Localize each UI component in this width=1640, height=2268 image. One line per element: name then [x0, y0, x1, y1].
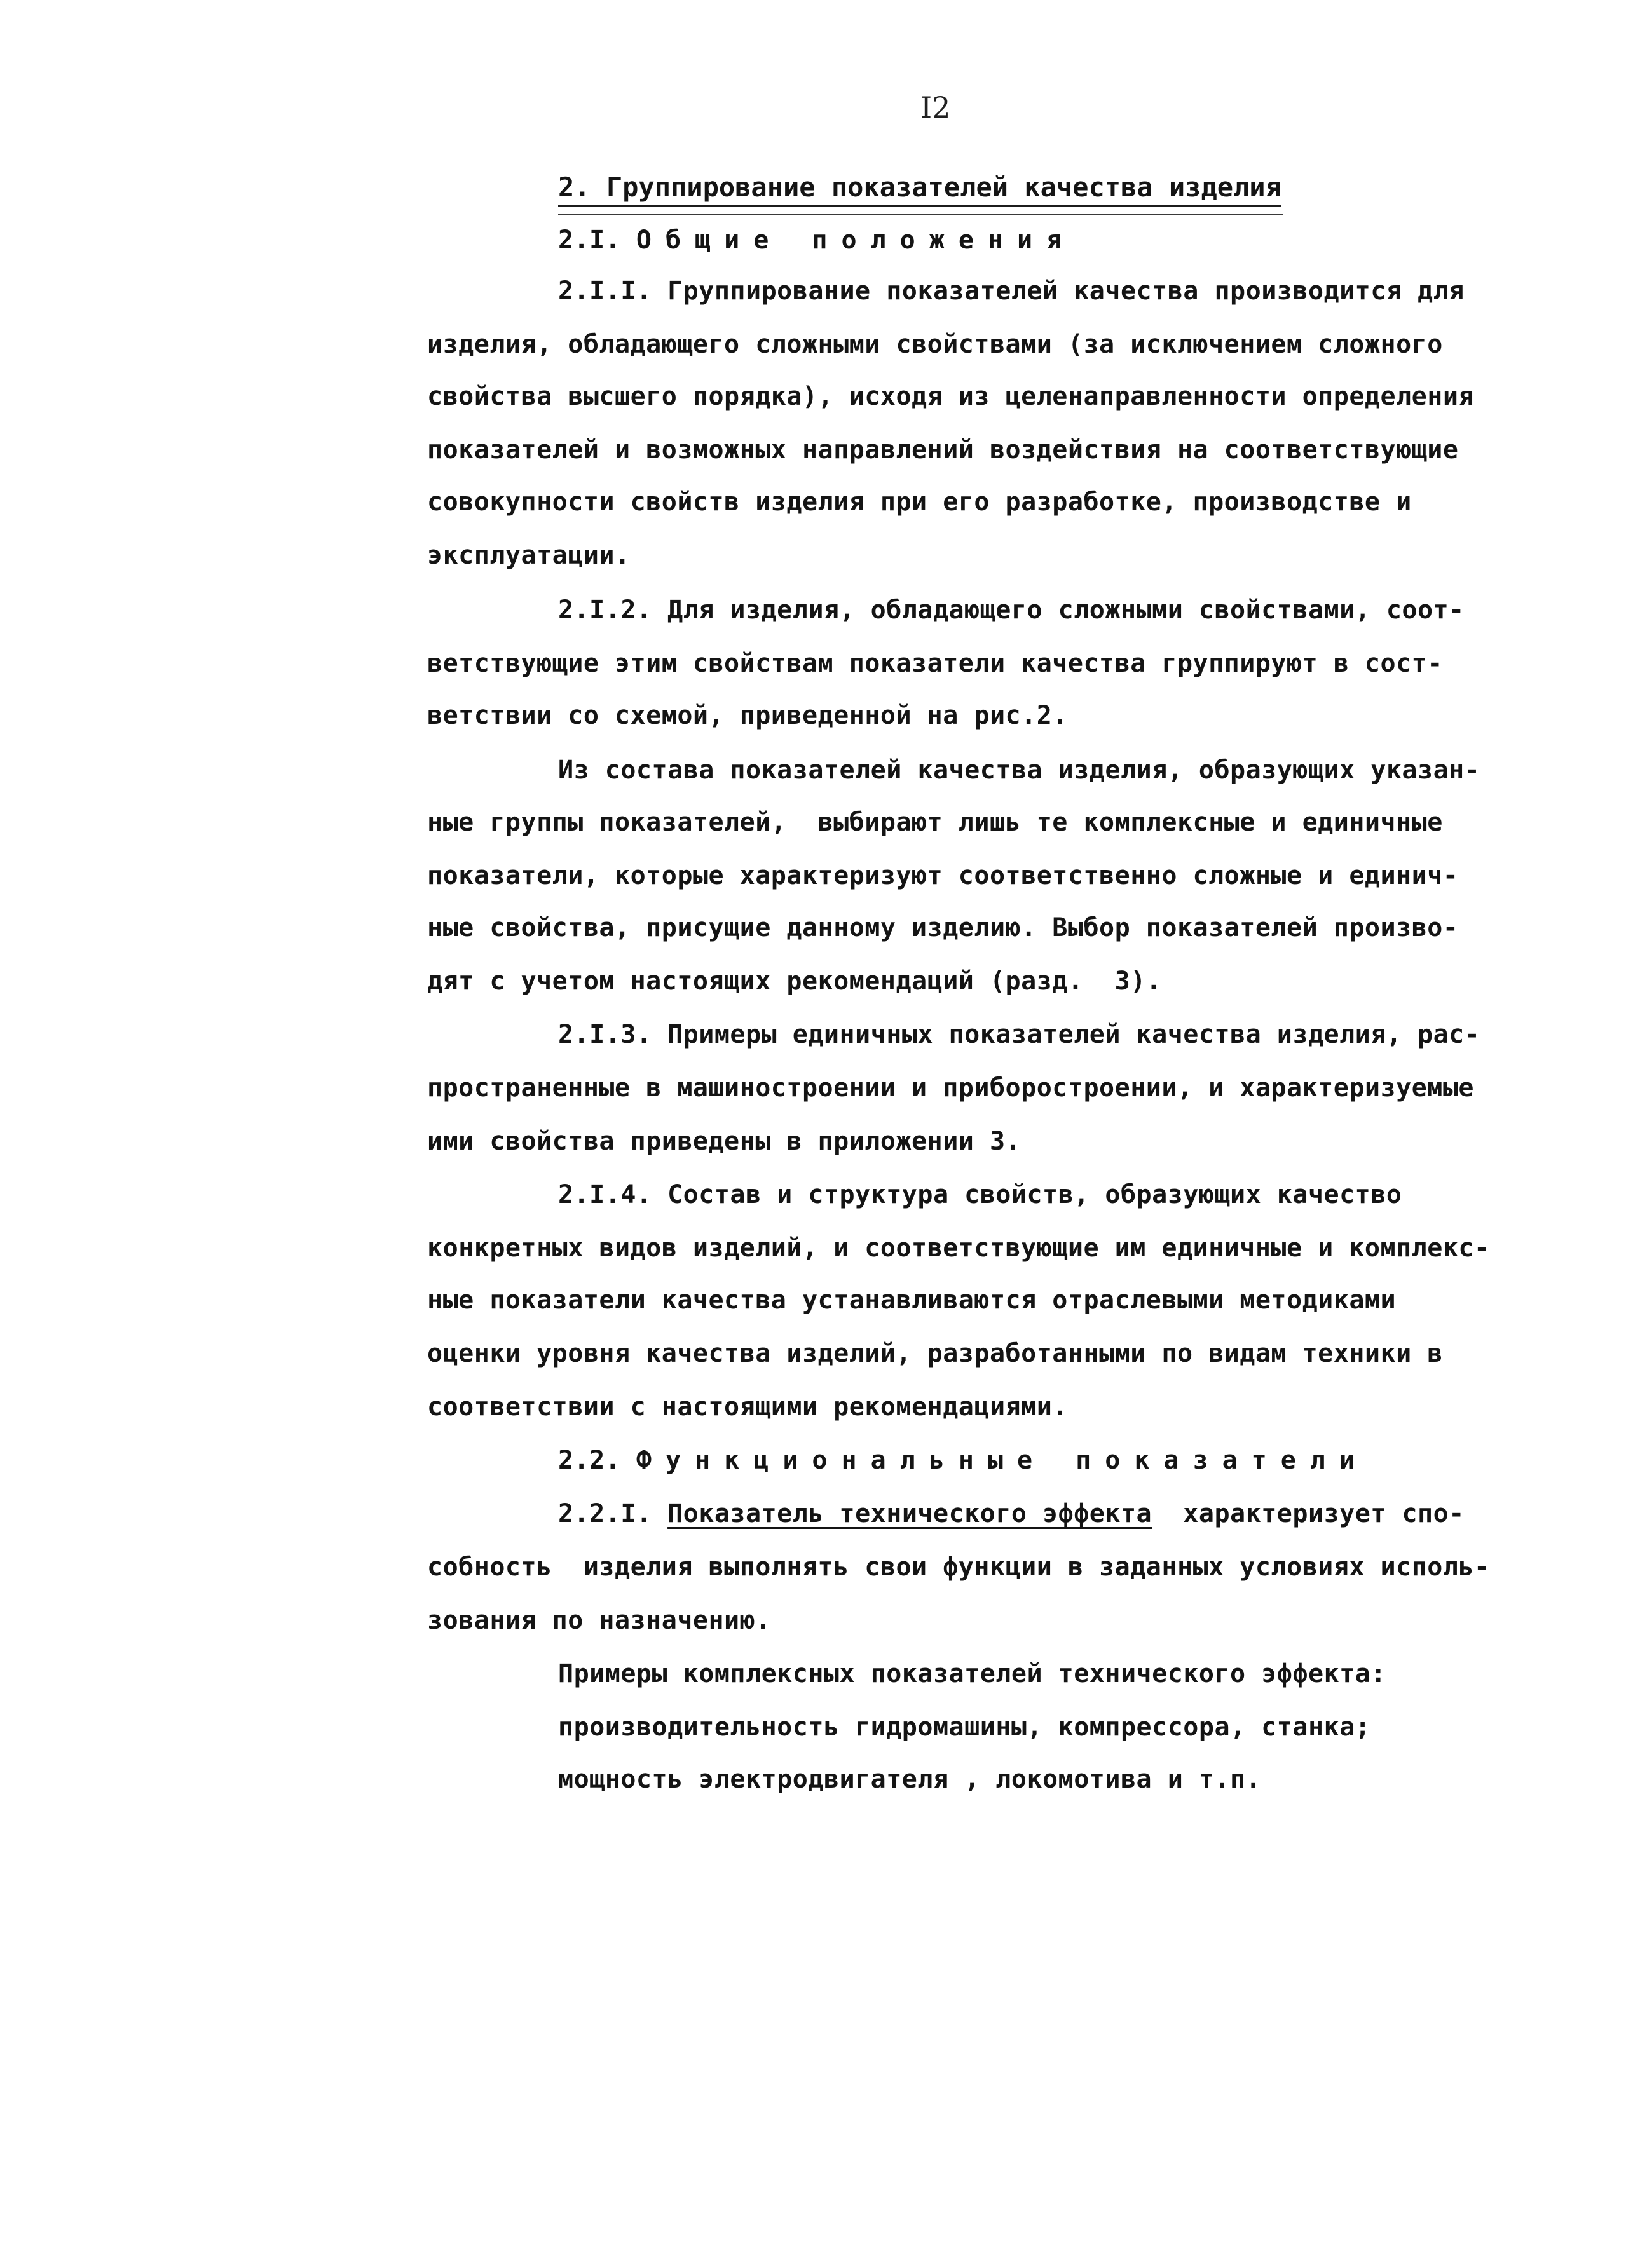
paragraph-line: ветствии со схемой, приведенной на рис.2. — [427, 701, 1068, 730]
paragraph-line: ные показатели качества устанавливаются отраслевыми методиками — [427, 1286, 1397, 1315]
paragraph-line: соответствии с настоящими рекомендациями. — [427, 1392, 1068, 1422]
paragraph-line: ные группы показателей, выбирают лишь те комплексные и единичные — [427, 808, 1443, 837]
paragraph-line: совокупности свойств изделия при его разработке, производстве и — [427, 487, 1412, 517]
paragraph-line: конкретных видов изделий, и соответствующие им единичные и комплекс- — [427, 1233, 1490, 1263]
example-line: производительность гидромашины, компрессора, станка; — [558, 1713, 1371, 1742]
paragraph-line: свойства высшего порядка), исходя из целенаправленности определения — [427, 382, 1474, 411]
clause-text: характеризует спо- — [1152, 1499, 1465, 1528]
title-double-underline — [558, 214, 1283, 215]
paragraph-line: собность изделия выполнять свои функции в заданных условиях исполь- — [427, 1552, 1490, 1582]
paragraph-line: изделия, обладающего сложными свойствами (за исключением сложного — [427, 330, 1443, 359]
paragraph-line: Из состава показателей качества изделия, образующих указан- — [558, 756, 1480, 785]
paragraph-line: эксплуатации. — [427, 541, 631, 570]
paragraph-line: показателей и возможных направлений воздействия на соответствующие — [427, 435, 1459, 465]
paragraph-line: ими свойства приведены в приложении 3. — [427, 1127, 1022, 1156]
example-line: Примеры комплексных показателей технического эффекта: — [558, 1659, 1386, 1688]
paragraph-line: оценки уровня качества изделий, разработанными по видам техники в — [427, 1339, 1443, 1368]
subsection-title: Функциональные показатели — [636, 1446, 1369, 1475]
subsection-title: Общие положения — [636, 226, 1076, 255]
page-number: I2 — [920, 90, 951, 125]
subsection-number: 2.I. — [558, 226, 621, 255]
paragraph-line: 2.I.I. Группирование показателей качества производится для — [558, 276, 1465, 306]
underlined-term: Показатель технического эффекта — [667, 1499, 1152, 1528]
paragraph-line — [558, 1496, 1465, 1531]
section-title: 2. Группирование показателей качества изделия — [558, 172, 1281, 207]
paragraph-line: 2.I.4. Состав и структура свойств, образующих качество — [558, 1180, 1402, 1209]
subsection-number: 2.2. — [558, 1446, 621, 1475]
paragraph-line: пространенные в машиностроении и приборостроении, и характеризуемые — [427, 1073, 1474, 1103]
paragraph-line: 2.I.2. Для изделия, обладающего сложными свойствами, соот- — [558, 595, 1465, 625]
subsection-heading-general — [558, 222, 1076, 258]
clause-number: 2.2.I. — [558, 1499, 652, 1528]
subsection-heading-functional — [558, 1443, 1369, 1478]
example-line: мощность электродвигателя , локомотива и т.п. — [558, 1765, 1262, 1794]
paragraph-line: 2.I.3. Примеры единичных показателей качества изделия, рас- — [558, 1020, 1480, 1049]
paragraph-line: ветствующие этим свойствам показатели качества группируют в сост- — [427, 649, 1443, 678]
paragraph-line: дят с учетом настоящих рекомендаций (разд. 3). — [427, 967, 1162, 996]
paragraph-line: зования по назначению. — [427, 1606, 771, 1635]
paragraph-line: ные свойства, присущие данному изделию. Выбор показателей произво- — [427, 913, 1459, 942]
paragraph-line: показатели, которые характеризуют соответственно сложные и единич- — [427, 861, 1459, 890]
